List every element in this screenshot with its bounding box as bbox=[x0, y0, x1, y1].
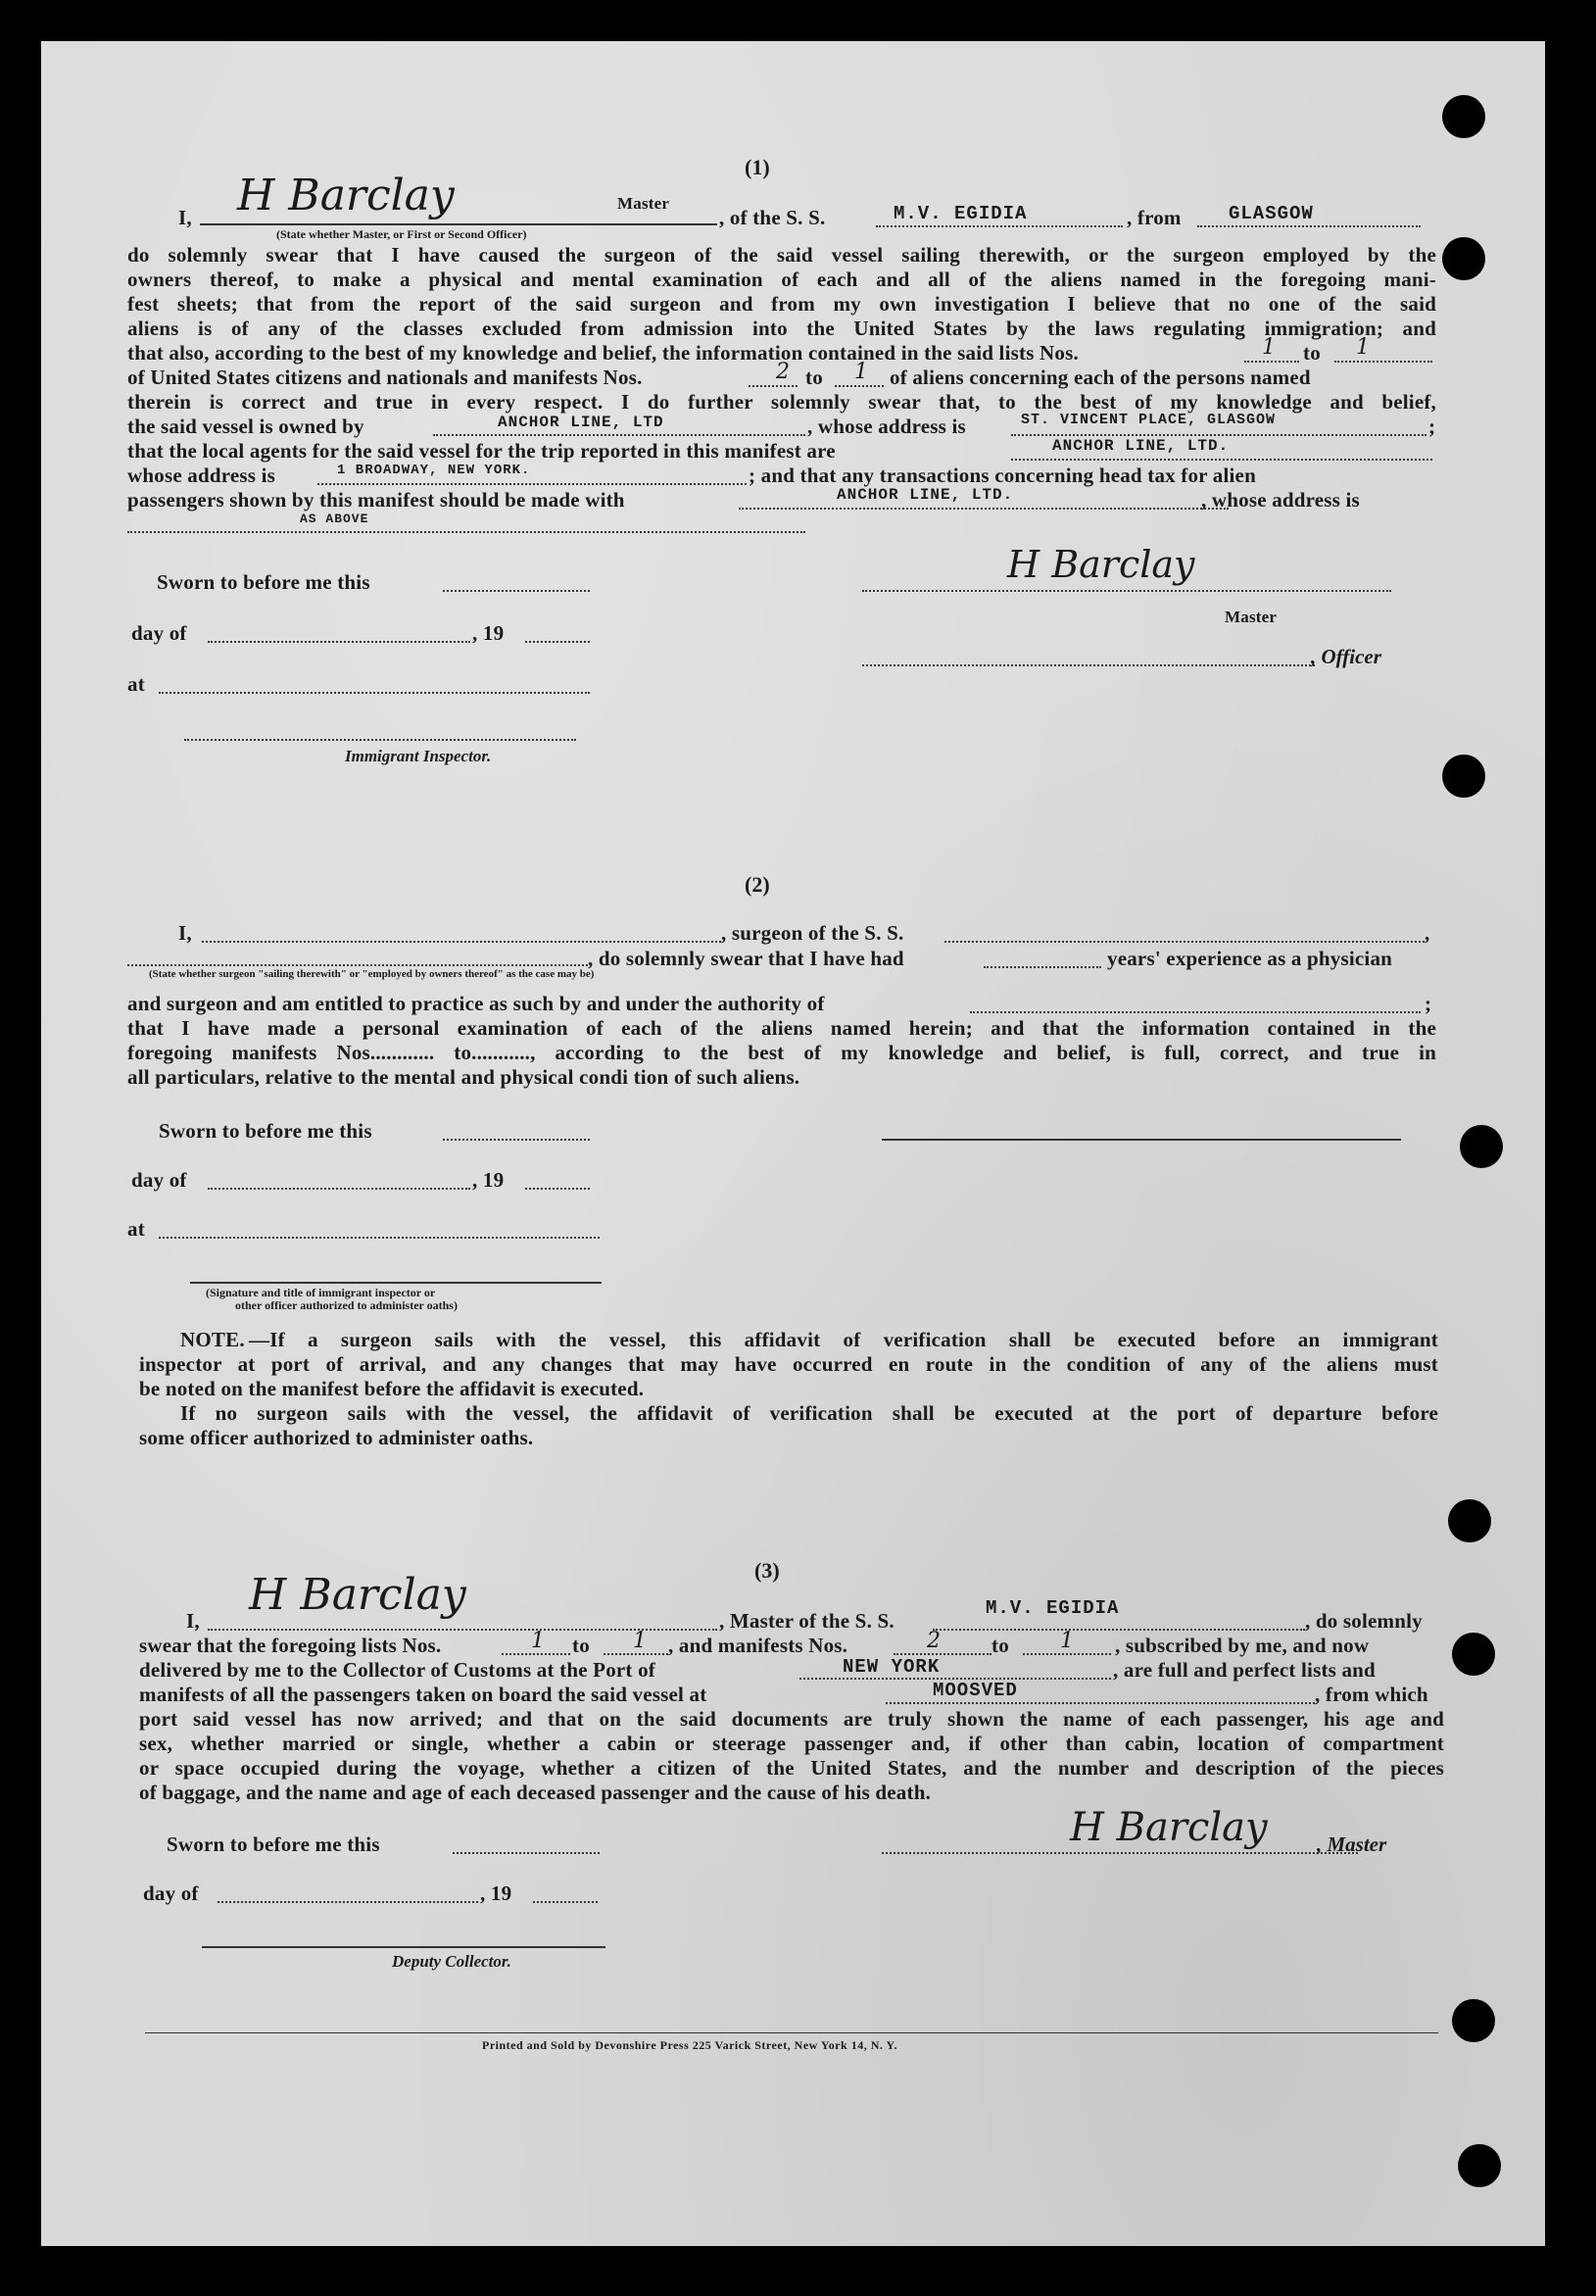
of-the-ss-label: , of the S. S. bbox=[719, 206, 826, 229]
departure-port: MOOSVED bbox=[933, 1680, 1018, 1701]
manifests-to: 1 bbox=[854, 360, 868, 384]
manifests-from: 2 bbox=[776, 360, 790, 384]
surgeon-line: and surgeon and am entitled to practice as such by and under the authority of bbox=[127, 992, 825, 1015]
note-label: NOTE. bbox=[180, 1328, 245, 1351]
surgeon-note: (State whether surgeon "sailing therewith" or "employed by owners thereof" as the case may be) bbox=[149, 968, 595, 980]
signature-note: other officer authorized to administer oaths) bbox=[235, 1298, 458, 1312]
punch-hole bbox=[1442, 755, 1485, 798]
at-label: at bbox=[127, 672, 145, 696]
lists-to: 1 bbox=[1356, 335, 1370, 360]
punch-hole bbox=[1452, 1633, 1495, 1676]
note-line: —If a surgeon sails with the vessel, this affidavit of verification shall be executed before an immigrant bbox=[249, 1328, 1438, 1351]
punch-hole bbox=[1458, 2144, 1501, 2187]
note-line: If no surgeon sails with the vessel, the affidavit of verification shall be executed at the port of departure before bbox=[180, 1401, 1438, 1425]
oath-line: that also, according to the best of my knowledge and belief, the information contained in the said lists Nos. bbox=[127, 341, 1079, 365]
master-signature: H Barclay bbox=[1007, 543, 1195, 586]
day-of-label: day of bbox=[143, 1881, 199, 1905]
signature-note: (Signature and title of immigrant inspector or bbox=[206, 1286, 436, 1299]
master-signature: H Barclay bbox=[1070, 1805, 1268, 1850]
oath-line: do solemnly swear that I have caused the surgeon of the said vessel sailing therewith, or the surgeon employed by the bbox=[127, 243, 1436, 267]
punch-hole bbox=[1452, 1999, 1495, 2042]
surgeon-line: foregoing manifests Nos............ to..........., according to the best of my knowledge and belief, is full, correct, and true in bbox=[127, 1041, 1436, 1064]
officer-role: Master bbox=[1225, 608, 1278, 626]
oath-line: of United States citizens and nationals and manifests Nos. bbox=[127, 366, 643, 389]
oath-line: sex, whether married or single, whether a cabin or steerage passenger and, if other than cabin, location of compartment bbox=[139, 1732, 1444, 1755]
lists-from: 1 bbox=[1262, 335, 1276, 360]
officer-label: , Officer bbox=[1311, 645, 1381, 668]
oath-line: whose address is bbox=[127, 464, 276, 487]
owner-address: ST. VINCENT PLACE, GLASGOW bbox=[1021, 412, 1277, 428]
pronoun: I, bbox=[178, 921, 192, 945]
deputy-collector-label: Deputy Collector. bbox=[392, 1952, 511, 1971]
day-of-label: day of bbox=[131, 1168, 187, 1192]
master-signature: H Barclay bbox=[249, 1570, 466, 1620]
at-label: at bbox=[127, 1217, 145, 1241]
oath-line: or space occupied during the voyage, whether a citizen of the United States, and the number and description of the pieces bbox=[139, 1756, 1444, 1780]
manifests-from: 2 bbox=[927, 1629, 941, 1653]
oath-line: the said vessel is owned by bbox=[127, 415, 364, 438]
printer-footer: Printed and Sold by Devonshire Press 225 Varick Street, New York 14, N. Y. bbox=[482, 2038, 898, 2052]
head-tax-agent: ANCHOR LINE, LTD. bbox=[837, 486, 1014, 504]
oath-line: of baggage, and the name and age of each deceased passenger and the cause of his death. bbox=[139, 1781, 932, 1804]
note-line: some officer authorized to administer oaths. bbox=[139, 1426, 534, 1449]
arrival-port: NEW YORK bbox=[843, 1656, 941, 1678]
agents-name: ANCHOR LINE, LTD. bbox=[1052, 437, 1230, 455]
document-page: (1) I, H Barclay Master (State whether Master, or First or Second Officer) , of the S. S. M.V. EGIDIA , from GLASGOW do solemnly swear that I have caused the surgeon of the said vessel sailing therewith, or the surgeon employed by the owners thereof, to make a physical and mental examination of each and all of the aliens named in the foregoing mani- fest sheets; that from the report of the said surgeon and from my own investigation I believe that no one of the said aliens is of any of the classes excluded from admission into the United States by the laws regulating immigration; and that also, according to the best of my knowledge and belief, the information contained in the said lists Nos. 1 to 1 of United States citizens and nationals and manifests Nos. 2 to 1 of aliens concerning each of the persons named therein is correct and true in every respect. I do further solemnly swear that, to the best of my knowledge and belief, the said vessel is owned by ANCHOR LINE, LTD , whose address is ST. VINCENT PLACE, GLASGOW ; that the local agents for the said vessel for the trip reported in this manifest are ANCHOR LINE, LTD. whose address is 1 BROADWAY, NEW YORK. ; and that any transactions concerning head tax for alien passengers shown by this manifest should be made with ANCHOR LINE, LTD. , whose address is AS ABOVE Sworn to before me this day of , 19 at Immigrant Inspector. H Barclay Master , Officer (2) I, , surgeon of the S. S. , , do solemnly swear that I have had years' experience as a physician (State whether surgeon "sailing therewith" or "employed by owners thereof" as the case may be) and surgeon and am entitled to practice as such by and under the authority of ; that I have made a personal examination of each of the aliens named herein; and that the information contained in the foregoing manifests Nos............ to..........., according to the best of my knowledge and belief, is full, correct, and true in all particulars, relative to the mental and physical condi tion of such aliens. Sworn to before me this day of , 19 at (Signature and title of immigrant inspector or other officer authorized to administer oaths) NOTE. —If a surgeon sails with the vessel, this affidavit of verification shall be executed before an immigrant inspector at port of arrival, and any changes that may have occurred en route in the condition of any of the aliens must be noted on the manifest before the affidavit is executed. If no surgeon sails with the vessel, the affidavit of verification shall be executed at the port of departure before some officer authorized to administer oaths. (3) I, H Barclay , Master of the S. S. M.V. EGIDIA , do solemnly swear that the foregoing lists Nos. 1 to 1 , and manifests Nos. 2 to 1 , subscribed by me, and now delivered by me to the Collector of Customs at the Port of NEW YORK , are full and perfect lists and manifests of all the passengers taken on board the said vessel at MOOSVED , from which port said vessel has now arrived; and that on the said documents are truly shown the name of each passenger, his age and sex, whether married or single, whether a cabin or steerage passenger and, if other than cabin, location of compartment or space occupied during the voyage, whether a citizen of the United States, and the number and description of the pieces of baggage, and the name and age of each deceased passenger and the cause of his death. Sworn to before me this H Barclay , Master day of , 19 Deputy Collector. Printed and Sold by Devonshire Press 225 Varick Street, New York 14, N. Y. bbox=[41, 41, 1545, 2246]
master-label: , Master bbox=[1317, 1832, 1387, 1856]
punch-hole bbox=[1442, 95, 1485, 138]
note-line: inspector at port of arrival, and any changes that may have occurred en route in the condition of any of the aliens must bbox=[139, 1352, 1438, 1376]
departure-port: GLASGOW bbox=[1229, 203, 1314, 224]
oath-line: therein is correct and true in every respect. I do further solemnly swear that, to the best of my knowledge and belief, bbox=[127, 390, 1436, 414]
sworn-label: Sworn to before me this bbox=[159, 1119, 372, 1143]
section-number: (2) bbox=[745, 872, 770, 897]
lists-from: 1 bbox=[531, 1629, 545, 1653]
sworn-label: Sworn to before me this bbox=[167, 1832, 380, 1856]
vessel-name: M.V. EGIDIA bbox=[894, 203, 1028, 224]
note-line: be noted on the manifest before the affidavit is executed. bbox=[139, 1377, 645, 1400]
agents-address: 1 BROADWAY, NEW YORK. bbox=[337, 463, 531, 478]
owner-name: ANCHOR LINE, LTD bbox=[498, 414, 664, 431]
oath-line: aliens is of any of the classes excluded from admission into the United States by the laws regulating immigration; and bbox=[127, 317, 1436, 340]
head-tax-address: AS ABOVE bbox=[300, 512, 369, 526]
oath-line: that the local agents for the said vessel for the trip reported in this manifest are bbox=[127, 439, 836, 463]
surgeon-line: all particulars, relative to the mental and physical condi tion of such aliens. bbox=[127, 1065, 800, 1089]
pronoun: I, bbox=[178, 206, 192, 229]
punch-hole bbox=[1442, 237, 1485, 280]
signature-line bbox=[200, 223, 717, 225]
section-number: (3) bbox=[754, 1558, 780, 1583]
lists-to: 1 bbox=[633, 1629, 647, 1653]
punch-hole bbox=[1460, 1125, 1503, 1168]
role-note: (State whether Master, or First or Second Officer) bbox=[276, 227, 527, 241]
day-of-label: day of bbox=[131, 621, 187, 645]
role-text: Master bbox=[617, 194, 670, 213]
master-signature: H Barclay bbox=[237, 171, 455, 220]
vessel-name: M.V. EGIDIA bbox=[986, 1597, 1120, 1619]
oath-line: passengers shown by this manifest should be made with bbox=[127, 488, 625, 512]
oath-line: owners thereof, to make a physical and mental examination of each and all of the aliens named in the foregoing mani- bbox=[127, 268, 1436, 291]
section-number: (1) bbox=[745, 155, 770, 179]
manifests-to: 1 bbox=[1060, 1629, 1074, 1653]
oath-line: fest sheets; that from the report of the said surgeon and from my own investigation I believe that no one of the said bbox=[127, 292, 1436, 316]
punch-hole bbox=[1448, 1499, 1491, 1542]
surgeon-line: that I have made a personal examination of each of the aliens named herein; and that the information contained in the bbox=[127, 1016, 1436, 1040]
immigrant-inspector-label: Immigrant Inspector. bbox=[345, 747, 492, 765]
from-label: , from bbox=[1127, 206, 1182, 229]
pronoun: I, bbox=[186, 1609, 200, 1633]
oath-line: port said vessel has now arrived; and that on the said documents are truly shown the name of each passenger, his age and bbox=[139, 1707, 1444, 1731]
sworn-label: Sworn to before me this bbox=[157, 570, 370, 594]
